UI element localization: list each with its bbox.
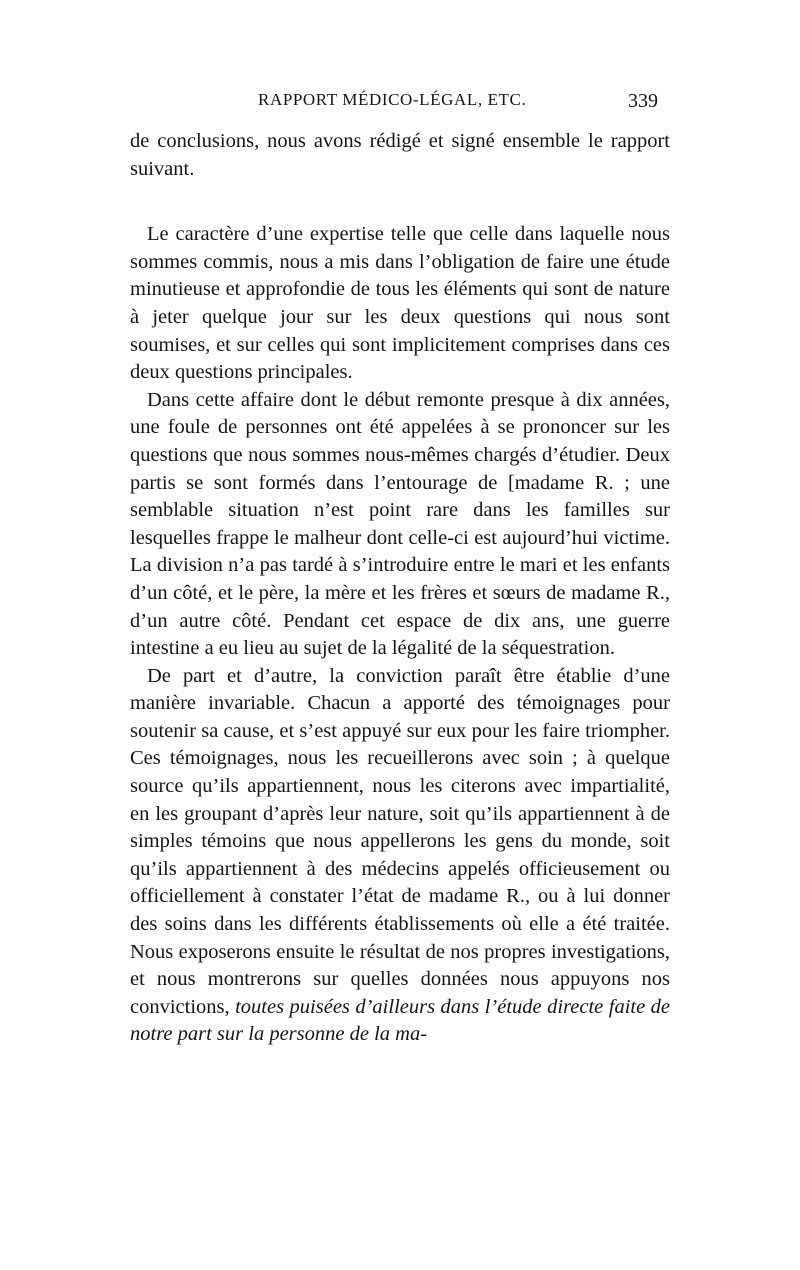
paragraph-4-text: De part et d’autre, la conviction paraît être établie d’une manière invariable. Chacun a apporté des témoignages pour soutenir sa cause, et s’est appuyé sur eux pour les faire triompher. Ces témoignages, nous les recueillerons avec soin ; à quelque source qu’ils appartiennent, nous les citerons avec impartialité, en les groupant d’après leur nature, soit qu’ils appartiennent à de simples témoins que nous appellerons les gens du monde, soit qu’ils appartiennent à des médecins appelés officieusement ou officiellement à constater l’état de madame R., ou à lui donner des soins dans les différents établissements où elle a été traitée. Nous exposerons ensuite le résultat de nos propres investigations, et nous montrerons sur quelles données nous appuyons nos convictions,: [130, 664, 670, 1018]
paragraph-1: de conclusions, nous avons rédigé et signé ensemble le rapport suivant.: [130, 130, 670, 180]
paragraph-3: Dans cette affaire dont le début remonte presque à dix années, une foule de personnes ont été appelées à se prononcer sur les questions que nous sommes nous-mêmes chargés d’étudier. Deux partis se sont formés dans l’entourage de [madame R. ; une semblable situation n’est point rare dans les familles sur lesquelles frappe le malheur dont celle-ci est aujourd’hui victime. La division n’a pas tardé à s’introduire entre le mari et les enfants d’un côté, et le père, la mère et les frères et sœurs de madame R., d’un autre côté. Pendant cet espace de dix ans, une guerre intestine a eu lieu au sujet de la légalité de la séquestration.: [130, 388, 670, 660]
paragraph-4: [130, 663, 670, 1049]
page-number: 339: [628, 90, 658, 112]
page-header: [258, 90, 658, 118]
body-text: [130, 128, 670, 1049]
paragraph-2: Le caractère d’une expertise telle que celle dans laquelle nous sommes commis, nous a mis dans l’obligation de faire une étude minutieuse et approfondie de tous les éléments qui sont de nature à jeter quelque jour sur les deux questions qui nous sont soumises, et sur celles qui sont implicitement comprises dans ces deux questions principales.: [130, 223, 670, 384]
paragraph-4-italic-text: toutes puisées d’ailleurs dans l’étude directe faite de notre part sur la personne de la ma-: [130, 995, 670, 1046]
running-title: RAPPORT MÉDICO-LÉGAL, ETC.: [258, 90, 527, 109]
